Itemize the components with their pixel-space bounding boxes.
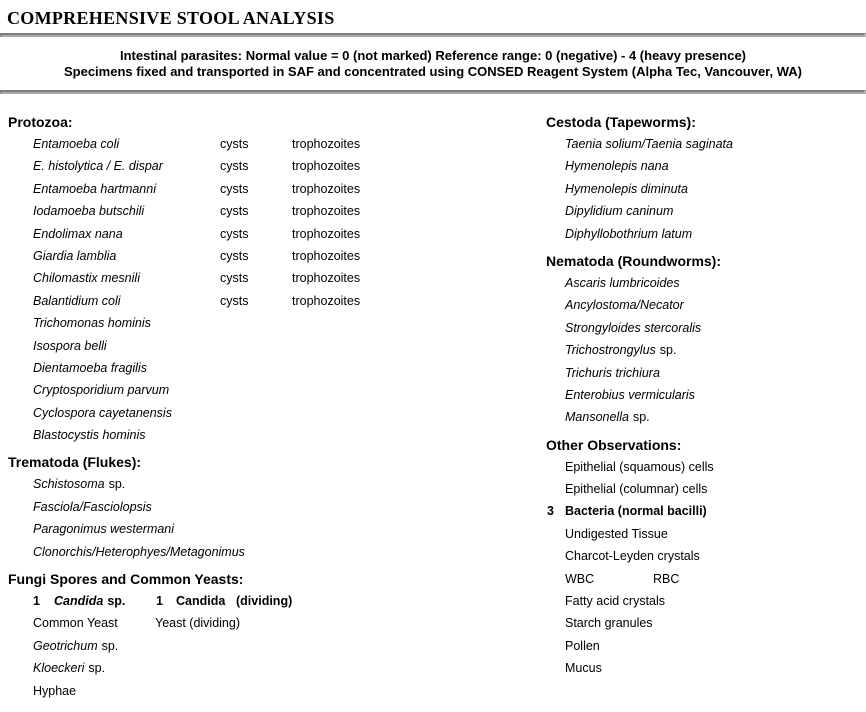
organism-name: Diphyllobothrium latum	[565, 226, 693, 241]
observation-row: Pollen	[565, 638, 600, 653]
result-value: 1	[33, 594, 40, 609]
organism-name: Hyphae	[33, 683, 77, 698]
organism-row	[0, 267, 433, 289]
wbc-label: WBC	[565, 571, 595, 586]
organism-name: Cyclospora cayetanensis	[33, 405, 172, 420]
section-protozoa-heading: Protozoa:	[8, 114, 73, 130]
rbc-label: RBC	[653, 571, 680, 586]
organism-name: Giardia lamblia	[33, 248, 117, 263]
organism-row	[0, 133, 433, 155]
banner-line-2: Specimens fixed and transported in SAF and concentrated using CONSED Reagent System (Alpha Tec, Vancouver, WA)	[63, 63, 803, 79]
organism-name: E. histolytica / E. dispar	[33, 159, 163, 174]
organism-row	[0, 424, 433, 446]
organism-name: Cryptosporidium parvum	[33, 383, 170, 398]
organism-name: Isospora belli	[33, 338, 107, 353]
organism-row	[433, 294, 866, 316]
result-value: 3	[547, 504, 554, 519]
section-cestoda-heading: Cestoda (Tapeworms):	[546, 114, 696, 130]
organism-name: Hymenolepis diminuta	[565, 181, 688, 196]
organism-row	[433, 133, 866, 155]
organism-name: Balantidium coli	[33, 293, 121, 308]
banner-line-1: Intestinal parasites: Normal value = 0 (not marked) Reference range: 0 (negative) - 4 (heavy presence)	[119, 48, 747, 63]
organism-row	[0, 402, 433, 424]
organism-suffix: sp.	[107, 594, 126, 609]
organism-name: Candida	[176, 594, 226, 609]
trophozoites-label: trophozoites	[292, 159, 361, 174]
organism-name: Ancylostoma/Necator	[565, 298, 684, 313]
organism-row	[433, 362, 866, 384]
organism-name: Iodamoeba butschili	[33, 204, 145, 219]
wbc-rbc-row	[433, 568, 866, 590]
trophozoites-label: trophozoites	[292, 271, 361, 286]
section-other-observations-heading: Other Observations:	[546, 436, 682, 453]
organism-name: Enterobius vermicularis	[565, 387, 695, 402]
organism-name: Strongyloides stercoralis	[565, 320, 702, 335]
organism-name: Yeast (dividing)	[155, 616, 241, 631]
organism-row	[0, 357, 433, 379]
organism-name: Hymenolepis nana	[565, 159, 669, 174]
cysts-label: cysts	[220, 159, 249, 174]
organism-name: Endolimax nana	[33, 226, 123, 241]
cysts-label: cysts	[220, 137, 249, 151]
organism-name: Entamoeba coli	[33, 137, 120, 151]
organism-name: Paragonimus westermani	[33, 522, 175, 537]
organism-row	[0, 635, 433, 657]
organism-name: Geotrichum	[33, 638, 98, 653]
organism-name: Fasciola/Fasciolopsis	[33, 499, 152, 514]
report-body	[0, 106, 866, 702]
organism-row	[0, 657, 433, 679]
organism-row	[433, 406, 866, 428]
organism-name: Mansonella	[565, 410, 629, 425]
observation-label: Bacteria (normal bacilli)	[565, 504, 707, 519]
organism-row	[0, 379, 433, 401]
organism-row	[0, 518, 433, 540]
organism-suffix: sp.	[101, 638, 119, 653]
organism-row	[0, 496, 433, 518]
organism-row	[433, 339, 866, 361]
left-column	[0, 106, 433, 702]
organism-suffix: sp.	[88, 661, 106, 676]
organism-row	[433, 200, 866, 222]
organism-row	[433, 178, 866, 200]
organism-row	[0, 290, 433, 312]
organism-row	[0, 680, 433, 702]
cysts-label: cysts	[220, 204, 249, 219]
organism-name: Ascaris lumbricoides	[565, 275, 680, 290]
organism-name: Clonorchis/Heterophyes/Metagonimus	[33, 544, 245, 559]
organism-name: Dientamoeba fragilis	[33, 360, 147, 375]
organism-row	[0, 245, 433, 267]
organism-suffix: sp.	[108, 477, 126, 492]
divider-rule-top	[0, 33, 866, 37]
organism-name-italic: Candida	[54, 594, 104, 609]
organism-name: Dipylidium caninum	[565, 204, 674, 219]
organism-name: Taenia solium/Taenia saginata	[565, 137, 733, 151]
trophozoites-label: trophozoites	[292, 204, 361, 219]
organism-name: Trichomonas hominis	[33, 316, 151, 331]
result-value: 1	[156, 594, 163, 609]
organism-row	[0, 541, 433, 563]
observation-row: Epithelial (squamous) cells	[565, 459, 714, 474]
observation-row: Starch granules	[565, 616, 653, 631]
divider-rule-bottom	[0, 90, 866, 94]
report-banner	[0, 48, 866, 79]
section-trematoda-heading: Trematoda (Flukes):	[8, 454, 142, 471]
organism-row	[433, 384, 866, 406]
page-title: COMPREHENSIVE STOOL ANALYSIS	[7, 8, 335, 28]
organism-row	[0, 178, 433, 200]
section-nematoda-heading: Nematoda (Roundworms):	[546, 252, 721, 269]
cysts-label: cysts	[220, 181, 249, 196]
trophozoites-label: trophozoites	[292, 248, 361, 263]
trophozoites-label: trophozoites	[292, 181, 361, 196]
organism-row	[0, 312, 433, 334]
organism-row	[0, 223, 433, 245]
organism-row	[433, 317, 866, 339]
cysts-label: cysts	[220, 293, 249, 308]
organism-row	[433, 223, 866, 245]
organism-row	[0, 155, 433, 177]
organism-name: Chilomastix mesnili	[33, 271, 140, 286]
observation-row: Charcot-Leyden crystals	[565, 549, 700, 564]
right-column	[433, 106, 866, 702]
trophozoites-label: trophozoites	[292, 293, 361, 308]
organism-row	[0, 200, 433, 222]
trophozoites-label: trophozoites	[292, 226, 361, 241]
organism-name: Schistosoma	[33, 477, 105, 492]
organism-row	[0, 473, 433, 495]
organism-name: Trichuris trichiura	[565, 365, 660, 380]
candida-result-row	[0, 590, 433, 612]
organism-name: Common Yeast	[33, 616, 118, 631]
observation-row: Mucus	[565, 661, 602, 676]
organism-suffix: sp.	[632, 410, 650, 425]
organism-row	[0, 335, 433, 357]
cysts-label: cysts	[220, 271, 249, 286]
section-fungi-heading: Fungi Spores and Common Yeasts:	[8, 571, 244, 588]
organism-row	[433, 155, 866, 177]
observation-row: Undigested Tissue	[565, 526, 668, 541]
cysts-label: cysts	[220, 248, 249, 263]
organism-name: Entamoeba hartmanni	[33, 181, 156, 196]
organism-name: Blastocystis hominis	[33, 428, 146, 443]
trophozoites-label: trophozoites	[292, 137, 361, 151]
observation-row: Fatty acid crystals	[565, 594, 666, 609]
organism-row	[433, 272, 866, 294]
organism-name: Kloeckeri	[33, 661, 85, 676]
organism-suffix: sp.	[659, 343, 677, 358]
bacteria-result-row	[433, 500, 866, 522]
organism-name: Trichostrongylus	[565, 343, 656, 358]
yeast-row	[0, 612, 433, 634]
cysts-label: cysts	[220, 226, 249, 241]
organism-name	[54, 590, 156, 612]
observation-row: Epithelial (columnar) cells	[565, 482, 708, 497]
organism-note: (dividing)	[236, 594, 293, 609]
